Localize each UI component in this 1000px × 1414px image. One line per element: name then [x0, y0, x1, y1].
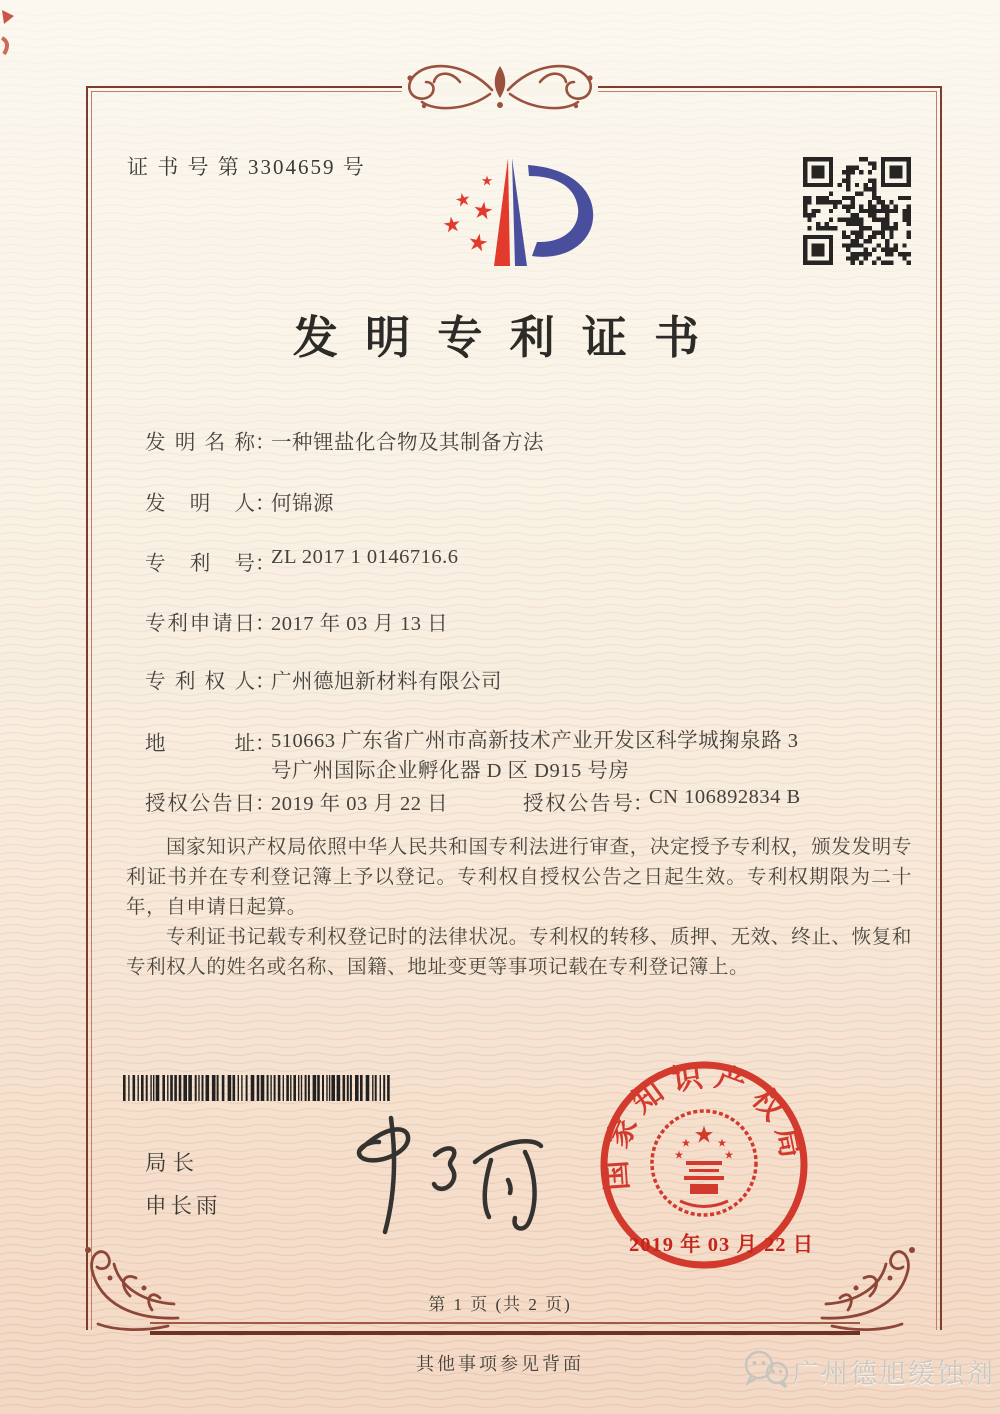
field-colon: ：	[255, 432, 276, 454]
officer-name: 申长雨	[145, 1194, 222, 1218]
field-label: 授权公告日	[145, 793, 255, 815]
barcode	[122, 1075, 395, 1101]
handwritten-signature	[305, 1110, 545, 1242]
field-colon: ：	[255, 733, 276, 755]
grant-number-group	[523, 786, 801, 816]
field-value: 2019 年 03 月 22 日	[271, 793, 449, 815]
address-line-1: 510663 广东省广州市高新技术产业开发区科学城掬泉路 3	[271, 730, 799, 752]
field-row-inventor	[145, 486, 334, 516]
field-value: 2017 年 03 月 13 日	[271, 613, 449, 635]
qr-code	[803, 157, 911, 265]
field-value: 一种锂盐化合物及其制备方法	[271, 432, 544, 454]
wechat-icon	[742, 1348, 790, 1392]
corner-ornament-right	[818, 1232, 948, 1340]
legal-paragraph-1: 国家知识产权局依照中华人民共和国专利法进行审查，决定授予专利权，颁发发明专利证书并在专利登记簿上予以登记。专利权自授权公告之日起生效。专利权期限为二十年，自申请日起算。	[126, 837, 912, 918]
cnipa-logo	[440, 153, 600, 271]
field-row-patentee	[145, 664, 502, 694]
seal-text: 国家知识产权局	[598, 1059, 810, 1192]
field-label: 发明人	[145, 493, 255, 515]
field-colon: ：	[255, 613, 276, 635]
national-emblem	[652, 1111, 756, 1215]
field-value: 广州德旭新材料有限公司	[271, 671, 502, 693]
field-colon: ：	[255, 553, 276, 575]
field-row-filing-date	[145, 606, 448, 636]
watermark-text: 广州德旭缓蚀剂	[792, 1359, 995, 1389]
field-row-grant	[145, 786, 801, 816]
field-row-patent-number	[145, 546, 459, 576]
field-value: ZL 2017 1 0146716.6	[271, 546, 459, 568]
field-label: 授权公告号	[523, 793, 633, 815]
field-value	[271, 726, 799, 786]
field-label: 专利号	[145, 553, 255, 575]
certificate-title: 发 明 专 利 证 书	[292, 313, 708, 363]
top-scroll-ornament	[340, 52, 660, 124]
certificate-number: 证 书 号 第 3304659 号	[127, 155, 366, 179]
corner-ornament-left	[52, 1232, 182, 1340]
field-value: 何锦源	[271, 493, 334, 515]
legal-text	[126, 833, 912, 983]
field-label: 发明名称	[145, 432, 255, 454]
field-value: CN 106892834 B	[649, 786, 801, 808]
seal-date: 2019 年 03 月 22 日	[629, 1234, 815, 1256]
field-row-invention-name	[145, 425, 544, 455]
field-colon: ：	[633, 793, 654, 815]
field-row-address	[145, 726, 799, 786]
field-label: 专利权人	[145, 671, 255, 693]
field-label: 地址	[145, 733, 255, 755]
officer-title: 局长	[145, 1151, 201, 1175]
address-line-2: 号广州国际企业孵化器 D 区 D915 号房	[271, 760, 630, 782]
field-label: 专利申请日	[145, 613, 255, 635]
legal-paragraph-2: 专利证书记载专利权登记时的法律状况。专利权的转移、质押、无效、终止、恢复和专利权人的姓名或名称、国籍、地址变更等事项记载在专利登记簿上。	[126, 927, 912, 978]
back-note: 其他事项参见背面	[416, 1354, 584, 1374]
border-bottom-band	[150, 1322, 860, 1335]
field-colon: ：	[255, 493, 276, 515]
scan-edge-mark	[0, 6, 18, 62]
page-number: 第 1 页 (共 2 页)	[428, 1295, 572, 1314]
field-colon: ：	[255, 793, 276, 815]
field-colon: ：	[255, 671, 276, 693]
